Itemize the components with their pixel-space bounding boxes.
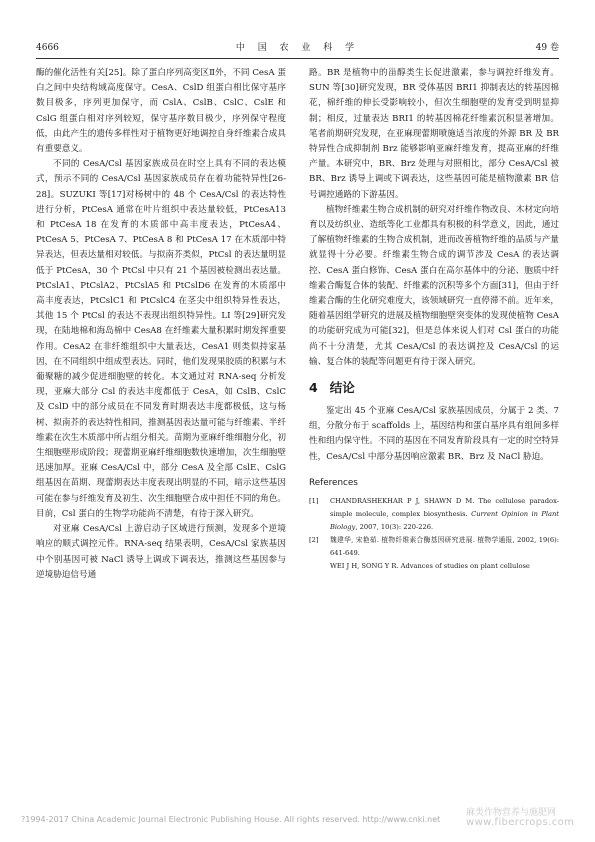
reference-text: 魏建华, 宋艳茹. 植物纤维素合酶基因研究进展. 植物学通报, 2002, 19(6): 641-649. — [330, 535, 559, 557]
section-number: 4 — [309, 380, 318, 396]
paragraph: 路。BR 是植物中的甾醇类生长促进激素，参与调控纤维发育。SUN 等[30]研究发现，BR 受体基因 BRI1 抑制表达的转基因棉花，棉纤维的伸长受影响较小，但次生细胞壁的发育受到明显抑制；相反，过量表达 BRI1 的转基因棉花纤维素沉积显著增加。笔者前期研究发现，在亚麻现蕾期喷施适当浓度的外源 BR 及 BR 特异性合成抑制剂 Brz 能够影响亚麻纤维发育，提高亚麻的纤维产量。本研究中，BR、Brz 处理与对照相比，部分 CesA/Csl 被 BR、Brz 诱导上调或下调表达，这些基因可能是植物激素 BR 信号调控通路的下游基因。 — [309, 68, 559, 200]
paragraph: 不同的 CesA/Csl 基因家族成员在时空上具有不同的表达模式，预示不同的 CesA/Csl 基因家族成员存在着功能特异性[26-28]。SUZUKI 等[17]对杨树中的 48 个 CesA/Csl 的表达特性进行分析，PtCesA 通常在叶片组织中表达量较低，PtCesA13 和 PtCesA 18 在发育的木质部中高丰度表达，PtCesA4、PtCesA 5、PtCesA 7、PtCesA 8 和 PtCesA 17 在木质部中特异表达，但表达量相对较低。与拟南芥类似，PtCsl 的表达量明显低于 PtCesA，30 个 PtCsl 中只有 21 个基因被检测出表达量。PtCslA1、PtCslA2、PtCslA5 和 PtCslD6 在发育的木质部中高丰度表达，PtCslC1 和 PtCslC4 在茎尖中组织特异性表达，其他 15 个 PtCsl 的表达不表现出组织特异性。LI 等[29]研究发现，在陆地棉和海岛棉中 CesA8 在纤维素大量积累时期发挥重要作用。CesA2 在非纤维组织中大量表达，CesA1 则类似持家基因，在不同组织中组成型表达。同时，他们发现果胶质的积累与木葡聚糖的减少促进细胞壁的转化。本文通过对 RNA-seq 分析发现，亚麻大部分 Csl 的表达丰度都低于 CesA，如 CslB、CslC 及 CslD 中的部分成员在不同发育时期表达丰度都极低，这与杨树、拟南芥的表达特性相同，推测基因表达量可能与纤维素、半纤维素在次生木质部中所占组分相关。苗期为亚麻纤维细胞分化，初生细胞壁形成阶段；现蕾期亚麻纤维细胞数快速增加，次生细胞壁迅速加厚。亚麻 CesA/Csl 中，部分 CesA 及全部 CslE、CslG 组基因在苗期、现蕾期表达丰度表现出明显的不同，暗示这些基因可能在参与纤维发育及初生、次生细胞壁合成中担任不同的角色。目前，Csl 蛋白的生物学功能尚不清楚，有待于深入研究。 — [36, 159, 286, 519]
references-title: References — [309, 477, 358, 488]
header-rule — [36, 58, 559, 59]
reference-item — [309, 560, 559, 573]
right-column — [309, 66, 559, 573]
page-number: 4666 — [36, 43, 59, 53]
watermark-url: www.fibercrops.com — [466, 817, 575, 828]
reference-number: [2] — [309, 535, 319, 544]
reference-item — [309, 534, 559, 560]
section-title: 结论 — [329, 380, 355, 396]
copyright-footer: ?1994-2017 China Academic Journal Electronic Publishing House. All rights reserved. http://www.cnki.net — [21, 815, 441, 824]
reference-journal: Current Opinion in Plant Biology — [330, 509, 559, 531]
left-column — [36, 66, 286, 583]
section-heading — [309, 380, 559, 396]
reference-item — [309, 495, 559, 534]
paragraph: 植物纤维素生物合成机制的研究对纤维作物改良、木材定向培育以及纺织业、造纸等化工业都具有积极的科学意义，因此，通过了解植物纤维素的生物合成机制，进而改善植物纤维的品质与产量就显得十分必要。纤维素生物合成的调节涉及 CesA 的表达调控、CesA 蛋白修饰、CesA 蛋白在高尔基体中的分泌、胞质中纤维素合酶复合体的装配、纤维素的沉积等多个方面[31]，但由于纤维素合酶的生化研究难度大，该领域研究一直停滞不前。近年来，随着基因组学研究的进展及植物细胞壁突变体的发现使植物 CesA 的功能研究成为可能[32]，但是总体来说人们对 Csl 蛋白的功能尚不十分清楚，尤其 CesA/Csl 的表达调控及 CesA/Csl 的运输、复合体的装配等问题更有待于深入研究。 — [309, 204, 559, 367]
paragraph: 对亚麻 CesA/Csl 上游启动子区域进行预测，发现多个逆境响应的顺式调控元件。RNA-seq 结果表明，CesA/Csl 家族基因中个别基因可被 NaCl 诱导上调或下调表达，推测这些基因参与逆境胁迫信号通 — [36, 524, 286, 580]
running-header — [36, 40, 559, 56]
watermark — [466, 808, 574, 828]
paragraph: 酶的催化活性有关[25]。除了蛋白序列高变区Ⅱ外，不同 CesA 蛋白之间中央结构域高度保守。CesA、CslD 组蛋白相比保守基序数目极多，序列更加保守，而 CslA、CslB、CslC、CslE 和 CslG 组蛋白相对序列较短，保守基序数目极少，序列保守程度低，由此产生的遗传多样性对于植物更好地调控自身纤维素合成具有重要意义。 — [36, 68, 286, 155]
reference-text: WEI J H, SONG Y R. Advances of studies on plant cellulose — [330, 561, 530, 570]
reference-number: [1] — [309, 496, 319, 505]
reference-text: CHANDRASHEKHAR P J, SHAWN D M. The cellulose paradox-simple molecule, complex biosynthesis. — [330, 496, 559, 518]
conclusion-paragraph: 鉴定出 45 个亚麻 CesA/Csl 家族基因成员，分属于 2 类、7 组，分散分布于 scaffolds 上，基因结构和蛋白基序具有组间多样性和组内保守性。不同的基因在不同发育阶段具有一定的时空特异性，CesA/Csl 中部分基因响应激素 BR、Brz 及 NaCl 胁迫。 — [309, 406, 560, 462]
reference-tail: , 2007, 10(3): 220-226. — [355, 522, 434, 531]
watermark-cn: 麻类作物营养与施肥网 — [466, 808, 557, 818]
volume-label: 49 卷 — [535, 43, 559, 53]
journal-title: 中 国 农 业 科 学 — [235, 43, 360, 53]
